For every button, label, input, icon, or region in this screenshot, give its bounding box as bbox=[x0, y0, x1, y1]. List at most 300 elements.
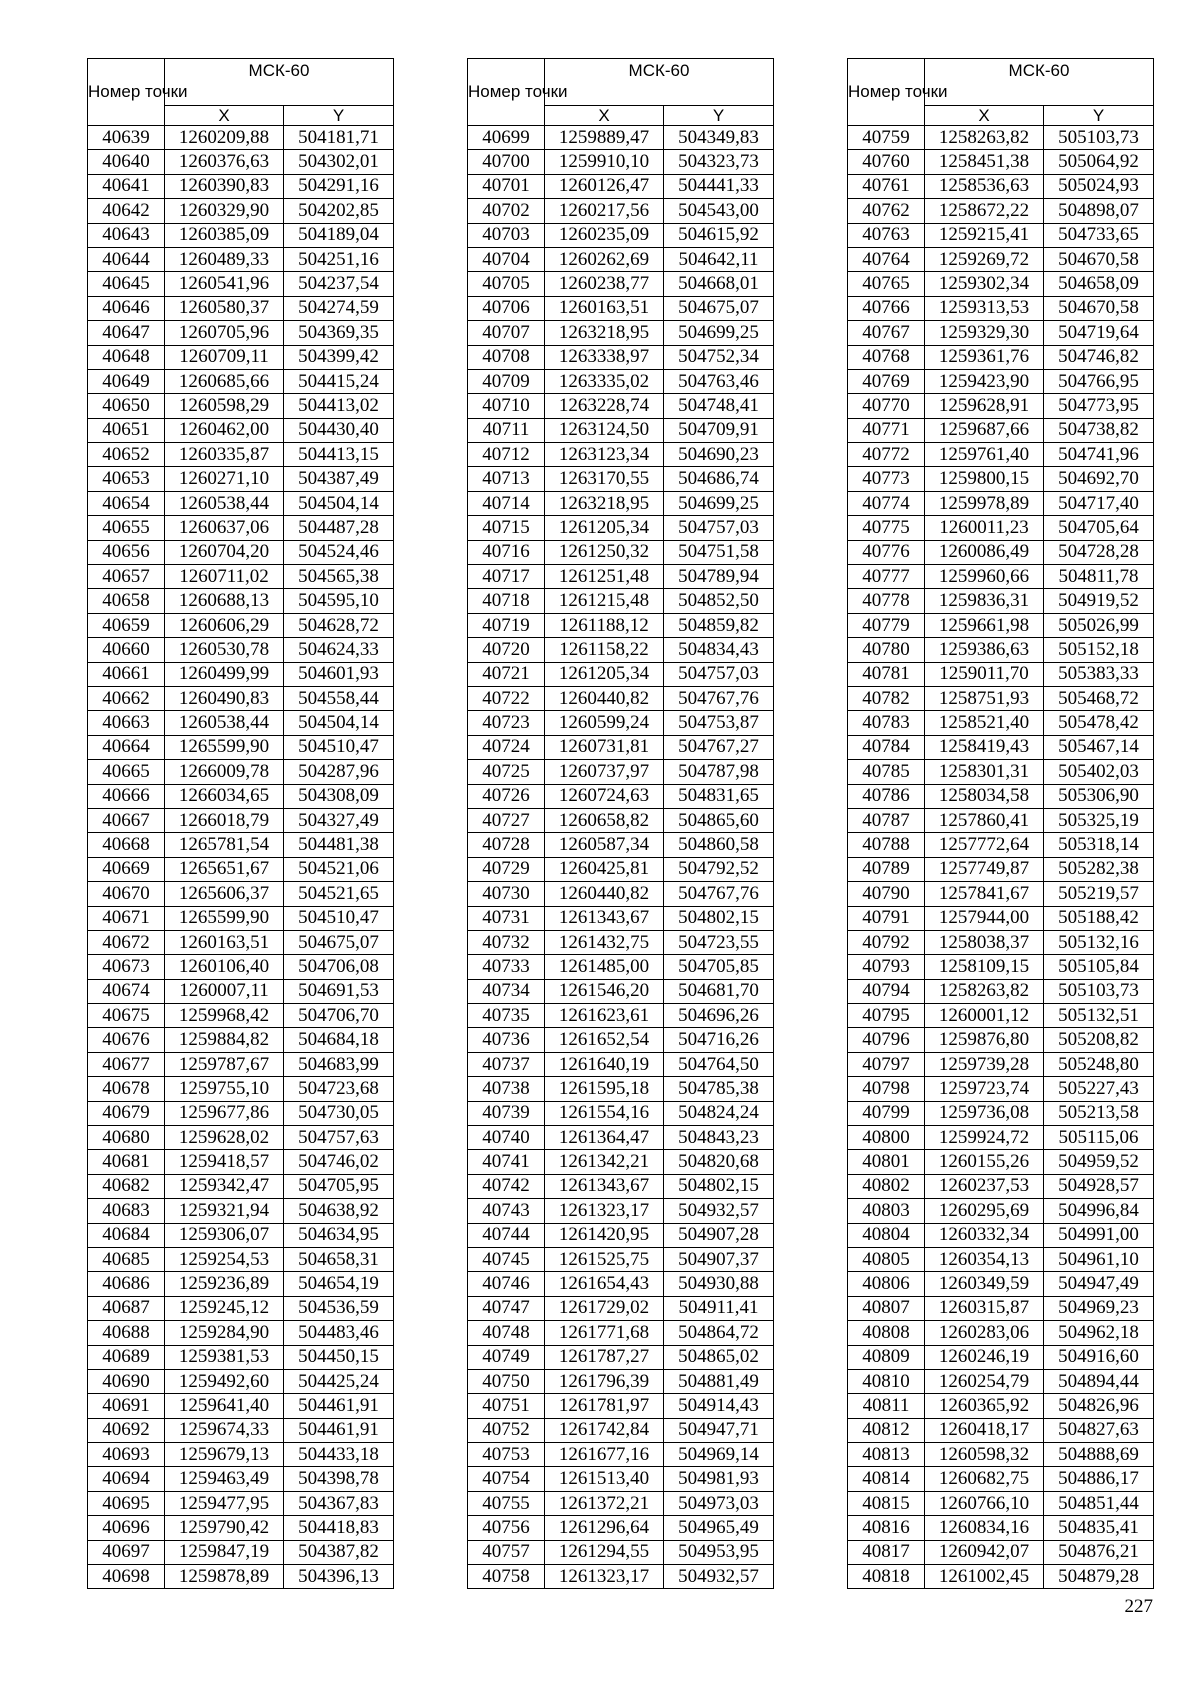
table-row bbox=[848, 540, 1154, 564]
y-coordinate-cell: 504733,65 bbox=[1044, 223, 1154, 247]
table-row bbox=[848, 808, 1154, 832]
x-coordinate-cell: 1260246,19 bbox=[925, 1345, 1044, 1369]
point-number-cell: 40749 bbox=[468, 1345, 545, 1369]
y-coordinate-cell: 504670,58 bbox=[1044, 296, 1154, 320]
point-number-cell: 40782 bbox=[848, 686, 925, 710]
point-number-cell: 40737 bbox=[468, 1052, 545, 1076]
point-number-cell: 40814 bbox=[848, 1467, 925, 1491]
point-number-cell: 40734 bbox=[468, 979, 545, 1003]
x-coordinate-cell: 1260709,11 bbox=[165, 345, 284, 369]
y-coordinate-cell: 504543,00 bbox=[664, 199, 774, 223]
y-coordinate-cell: 504624,33 bbox=[284, 638, 394, 662]
y-coordinate-cell: 504991,00 bbox=[1044, 1223, 1154, 1247]
point-number-cell: 40647 bbox=[88, 321, 165, 345]
table-row bbox=[468, 272, 774, 296]
point-number-cell: 40762 bbox=[848, 199, 925, 223]
point-number-cell: 40769 bbox=[848, 369, 925, 393]
x-coordinate-cell: 1259284,90 bbox=[165, 1321, 284, 1345]
point-number-cell: 40738 bbox=[468, 1077, 545, 1101]
x-coordinate-cell: 1261513,40 bbox=[545, 1467, 664, 1491]
x-coordinate-cell: 1258419,43 bbox=[925, 735, 1044, 759]
point-number-cell: 40675 bbox=[88, 1004, 165, 1028]
x-coordinate-cell: 1260376,63 bbox=[165, 150, 284, 174]
y-coordinate-cell: 504785,38 bbox=[664, 1077, 774, 1101]
x-coordinate-cell: 1260007,11 bbox=[165, 979, 284, 1003]
x-coordinate-cell: 1263335,02 bbox=[545, 369, 664, 393]
y-coordinate-cell: 504615,92 bbox=[664, 223, 774, 247]
x-coordinate-cell: 1261742,84 bbox=[545, 1418, 664, 1442]
x-coordinate-cell: 1260834,16 bbox=[925, 1516, 1044, 1540]
table-row bbox=[468, 1345, 774, 1369]
y-coordinate-cell: 504811,78 bbox=[1044, 565, 1154, 589]
x-coordinate-cell: 1259011,70 bbox=[925, 662, 1044, 686]
y-coordinate-cell: 504668,01 bbox=[664, 272, 774, 296]
point-number-cell: 40692 bbox=[88, 1418, 165, 1442]
point-number-cell: 40648 bbox=[88, 345, 165, 369]
x-coordinate-cell: 1263338,97 bbox=[545, 345, 664, 369]
y-coordinate-cell: 504932,57 bbox=[664, 1199, 774, 1223]
x-coordinate-cell: 1260724,63 bbox=[545, 784, 664, 808]
point-number-cell: 40712 bbox=[468, 443, 545, 467]
table-row bbox=[468, 1369, 774, 1393]
point-number-cell: 40789 bbox=[848, 857, 925, 881]
x-coordinate-cell: 1260606,29 bbox=[165, 613, 284, 637]
point-number-cell: 40763 bbox=[848, 223, 925, 247]
table-row bbox=[88, 443, 394, 467]
y-coordinate-cell: 504521,65 bbox=[284, 882, 394, 906]
y-coordinate-cell: 504642,11 bbox=[664, 247, 774, 271]
table-row bbox=[848, 1565, 1154, 1589]
x-coordinate-cell: 1258521,40 bbox=[925, 711, 1044, 735]
y-coordinate-cell: 504628,72 bbox=[284, 613, 394, 637]
point-number-cell: 40714 bbox=[468, 491, 545, 515]
y-coordinate-cell: 504415,24 bbox=[284, 369, 394, 393]
x-coordinate-cell: 1261525,75 bbox=[545, 1247, 664, 1271]
table-row bbox=[88, 247, 394, 271]
x-coordinate-cell: 1260001,12 bbox=[925, 1004, 1044, 1028]
table-row bbox=[88, 418, 394, 442]
y-coordinate-cell: 504413,15 bbox=[284, 443, 394, 467]
table-row bbox=[848, 174, 1154, 198]
table-row bbox=[848, 1321, 1154, 1345]
table-row bbox=[848, 199, 1154, 223]
x-coordinate-cell: 1261323,17 bbox=[545, 1565, 664, 1589]
y-coordinate-cell: 504323,73 bbox=[664, 150, 774, 174]
y-coordinate-cell: 504865,60 bbox=[664, 808, 774, 832]
y-coordinate-cell: 504751,58 bbox=[664, 540, 774, 564]
table-row bbox=[468, 784, 774, 808]
y-coordinate-cell: 504705,64 bbox=[1044, 516, 1154, 540]
y-coordinate-cell: 504399,42 bbox=[284, 345, 394, 369]
point-number-cell: 40708 bbox=[468, 345, 545, 369]
point-number-cell: 40728 bbox=[468, 833, 545, 857]
point-number-cell: 40791 bbox=[848, 906, 925, 930]
y-coordinate-cell: 504691,53 bbox=[284, 979, 394, 1003]
table-row bbox=[88, 1345, 394, 1369]
table-row bbox=[468, 1126, 774, 1150]
x-coordinate-cell: 1260011,23 bbox=[925, 516, 1044, 540]
x-coordinate-cell: 1260598,29 bbox=[165, 394, 284, 418]
y-coordinate-cell: 504757,03 bbox=[664, 516, 774, 540]
y-coordinate-cell: 504717,40 bbox=[1044, 491, 1154, 515]
point-number-cell: 40682 bbox=[88, 1174, 165, 1198]
x-coordinate-cell: 1261323,17 bbox=[545, 1199, 664, 1223]
x-coordinate-cell: 1260425,81 bbox=[545, 857, 664, 881]
y-coordinate-cell: 504433,18 bbox=[284, 1443, 394, 1467]
y-coordinate-cell: 504719,64 bbox=[1044, 321, 1154, 345]
table-row bbox=[468, 126, 774, 150]
table-row bbox=[468, 321, 774, 345]
y-coordinate-cell: 504699,25 bbox=[664, 321, 774, 345]
y-coordinate-cell: 504705,95 bbox=[284, 1174, 394, 1198]
table-row bbox=[468, 540, 774, 564]
x-coordinate-cell: 1260637,06 bbox=[165, 516, 284, 540]
table-row bbox=[468, 1516, 774, 1540]
x-coordinate-cell: 1259960,66 bbox=[925, 565, 1044, 589]
y-coordinate-cell: 504852,50 bbox=[664, 589, 774, 613]
point-number-cell: 40717 bbox=[468, 565, 545, 589]
y-header: Y bbox=[284, 106, 394, 126]
x-coordinate-cell: 1261420,95 bbox=[545, 1223, 664, 1247]
table-row bbox=[848, 955, 1154, 979]
x-coordinate-cell: 1260737,97 bbox=[545, 760, 664, 784]
table-row bbox=[848, 784, 1154, 808]
table-row bbox=[88, 979, 394, 1003]
y-coordinate-cell: 505132,16 bbox=[1044, 930, 1154, 954]
x-coordinate-cell: 1259215,41 bbox=[925, 223, 1044, 247]
y-coordinate-cell: 504746,02 bbox=[284, 1150, 394, 1174]
y-coordinate-cell: 504851,44 bbox=[1044, 1491, 1154, 1515]
table-row bbox=[468, 1321, 774, 1345]
y-coordinate-cell: 505152,18 bbox=[1044, 638, 1154, 662]
table-row bbox=[88, 955, 394, 979]
y-coordinate-cell: 504746,82 bbox=[1044, 345, 1154, 369]
y-coordinate-cell: 504834,43 bbox=[664, 638, 774, 662]
x-coordinate-cell: 1259884,82 bbox=[165, 1028, 284, 1052]
point-number-cell: 40800 bbox=[848, 1126, 925, 1150]
x-coordinate-cell: 1259321,94 bbox=[165, 1199, 284, 1223]
x-coordinate-cell: 1261640,19 bbox=[545, 1052, 664, 1076]
point-number-cell: 40732 bbox=[468, 930, 545, 954]
point-number-cell: 40715 bbox=[468, 516, 545, 540]
table-row bbox=[88, 1418, 394, 1442]
y-coordinate-cell: 504524,46 bbox=[284, 540, 394, 564]
table-row bbox=[468, 418, 774, 442]
table-row bbox=[848, 1126, 1154, 1150]
table-row bbox=[468, 760, 774, 784]
point-number-cell: 40760 bbox=[848, 150, 925, 174]
point-number-cell: 40802 bbox=[848, 1174, 925, 1198]
point-number-cell: 40685 bbox=[88, 1247, 165, 1271]
y-coordinate-cell: 505478,42 bbox=[1044, 711, 1154, 735]
x-coordinate-cell: 1259978,89 bbox=[925, 491, 1044, 515]
x-coordinate-cell: 1258263,82 bbox=[925, 979, 1044, 1003]
y-coordinate-cell: 505468,72 bbox=[1044, 686, 1154, 710]
point-number-cell: 40656 bbox=[88, 540, 165, 564]
table-row bbox=[88, 906, 394, 930]
x-coordinate-cell: 1259924,72 bbox=[925, 1126, 1044, 1150]
x-coordinate-cell: 1259761,40 bbox=[925, 443, 1044, 467]
table-row bbox=[468, 686, 774, 710]
y-coordinate-cell: 504767,76 bbox=[664, 686, 774, 710]
point-number-cell: 40750 bbox=[468, 1369, 545, 1393]
x-coordinate-cell: 1260538,44 bbox=[165, 711, 284, 735]
table-row bbox=[88, 735, 394, 759]
x-coordinate-cell: 1261781,97 bbox=[545, 1394, 664, 1418]
x-coordinate-cell: 1260499,99 bbox=[165, 662, 284, 686]
table-row bbox=[848, 906, 1154, 930]
point-number-cell: 40766 bbox=[848, 296, 925, 320]
table-row bbox=[848, 1418, 1154, 1442]
y-coordinate-cell: 504730,05 bbox=[284, 1101, 394, 1125]
point-number-cell: 40661 bbox=[88, 662, 165, 686]
x-coordinate-cell: 1260086,49 bbox=[925, 540, 1044, 564]
x-coordinate-cell: 1257860,41 bbox=[925, 808, 1044, 832]
table-row bbox=[848, 443, 1154, 467]
table-row bbox=[848, 1247, 1154, 1271]
y-coordinate-cell: 505227,43 bbox=[1044, 1077, 1154, 1101]
point-number-cell: 40687 bbox=[88, 1296, 165, 1320]
y-coordinate-cell: 504996,84 bbox=[1044, 1199, 1154, 1223]
point-number-cell: 40658 bbox=[88, 589, 165, 613]
y-coordinate-cell: 504831,65 bbox=[664, 784, 774, 808]
y-coordinate-cell: 504969,23 bbox=[1044, 1296, 1154, 1320]
x-coordinate-cell: 1260704,20 bbox=[165, 540, 284, 564]
x-coordinate-cell: 1261002,45 bbox=[925, 1565, 1044, 1589]
y-coordinate-cell: 504683,99 bbox=[284, 1052, 394, 1076]
y-coordinate-cell: 504291,16 bbox=[284, 174, 394, 198]
point-number-cell: 40807 bbox=[848, 1296, 925, 1320]
table-row bbox=[468, 711, 774, 735]
y-coordinate-cell: 504953,95 bbox=[664, 1540, 774, 1564]
point-number-cell: 40768 bbox=[848, 345, 925, 369]
x-coordinate-cell: 1260658,82 bbox=[545, 808, 664, 832]
table-row bbox=[88, 930, 394, 954]
table-row bbox=[848, 467, 1154, 491]
y-coordinate-cell: 504706,08 bbox=[284, 955, 394, 979]
x-coordinate-cell: 1259787,67 bbox=[165, 1052, 284, 1076]
point-number-cell: 40753 bbox=[468, 1443, 545, 1467]
point-number-cell: 40783 bbox=[848, 711, 925, 735]
table-row bbox=[848, 1272, 1154, 1296]
point-number-cell: 40778 bbox=[848, 589, 925, 613]
x-coordinate-cell: 1260349,59 bbox=[925, 1272, 1044, 1296]
x-coordinate-cell: 1259477,95 bbox=[165, 1491, 284, 1515]
point-number-cell: 40810 bbox=[848, 1369, 925, 1393]
y-coordinate-cell: 504565,38 bbox=[284, 565, 394, 589]
table-row bbox=[88, 296, 394, 320]
table-row bbox=[88, 1004, 394, 1028]
point-number-cell: 40669 bbox=[88, 857, 165, 881]
table-row bbox=[88, 272, 394, 296]
x-coordinate-cell: 1259723,74 bbox=[925, 1077, 1044, 1101]
y-coordinate-cell: 504876,21 bbox=[1044, 1540, 1154, 1564]
y-coordinate-cell: 504418,83 bbox=[284, 1516, 394, 1540]
x-coordinate-cell: 1258672,22 bbox=[925, 199, 1044, 223]
point-number-cell: 40755 bbox=[468, 1491, 545, 1515]
point-number-cell: 40709 bbox=[468, 369, 545, 393]
y-coordinate-cell: 504757,03 bbox=[664, 662, 774, 686]
table-row bbox=[848, 394, 1154, 418]
point-number-cell: 40664 bbox=[88, 735, 165, 759]
y-coordinate-cell: 504728,28 bbox=[1044, 540, 1154, 564]
table-row bbox=[468, 1077, 774, 1101]
table-row bbox=[468, 223, 774, 247]
table-row bbox=[848, 150, 1154, 174]
point-number-cell: 40788 bbox=[848, 833, 925, 857]
x-coordinate-cell: 1260530,78 bbox=[165, 638, 284, 662]
y-coordinate-cell: 504638,92 bbox=[284, 1199, 394, 1223]
point-number-cell: 40703 bbox=[468, 223, 545, 247]
point-number-cell: 40674 bbox=[88, 979, 165, 1003]
y-coordinate-cell: 504773,95 bbox=[1044, 394, 1154, 418]
x-coordinate-cell: 1259386,63 bbox=[925, 638, 1044, 662]
point-number-cell: 40723 bbox=[468, 711, 545, 735]
y-coordinate-cell: 504763,46 bbox=[664, 369, 774, 393]
x-coordinate-cell: 1258038,37 bbox=[925, 930, 1044, 954]
x-coordinate-cell: 1260490,83 bbox=[165, 686, 284, 710]
table-row bbox=[88, 686, 394, 710]
y-coordinate-cell: 505213,58 bbox=[1044, 1101, 1154, 1125]
point-number-cell: 40752 bbox=[468, 1418, 545, 1442]
point-number-cell: 40640 bbox=[88, 150, 165, 174]
x-coordinate-cell: 1260587,34 bbox=[545, 833, 664, 857]
point-number-cell: 40739 bbox=[468, 1101, 545, 1125]
x-coordinate-cell: 1261250,32 bbox=[545, 540, 664, 564]
point-number-cell: 40665 bbox=[88, 760, 165, 784]
table-row bbox=[848, 613, 1154, 637]
y-coordinate-cell: 504898,07 bbox=[1044, 199, 1154, 223]
y-coordinate-cell: 504654,19 bbox=[284, 1272, 394, 1296]
point-number-cell: 40706 bbox=[468, 296, 545, 320]
point-number-cell: 40813 bbox=[848, 1443, 925, 1467]
table-row bbox=[88, 662, 394, 686]
point-number-cell: 40811 bbox=[848, 1394, 925, 1418]
x-coordinate-cell: 1261372,21 bbox=[545, 1491, 664, 1515]
table-row bbox=[848, 1052, 1154, 1076]
table-row bbox=[468, 613, 774, 637]
point-number-cell: 40691 bbox=[88, 1394, 165, 1418]
x-coordinate-cell: 1260598,32 bbox=[925, 1443, 1044, 1467]
y-coordinate-cell: 504369,35 bbox=[284, 321, 394, 345]
y-coordinate-cell: 505248,80 bbox=[1044, 1052, 1154, 1076]
x-coordinate-cell: 1259628,91 bbox=[925, 394, 1044, 418]
table-row bbox=[848, 711, 1154, 735]
table-row bbox=[468, 1394, 774, 1418]
y-coordinate-cell: 504835,41 bbox=[1044, 1516, 1154, 1540]
table-row bbox=[468, 955, 774, 979]
table-row bbox=[88, 223, 394, 247]
y-coordinate-cell: 504601,93 bbox=[284, 662, 394, 686]
x-coordinate-cell: 1265781,54 bbox=[165, 833, 284, 857]
point-number-cell: 40694 bbox=[88, 1467, 165, 1491]
x-coordinate-cell: 1263170,55 bbox=[545, 467, 664, 491]
point-number-cell: 40744 bbox=[468, 1223, 545, 1247]
table-row bbox=[88, 1394, 394, 1418]
point-number-cell: 40663 bbox=[88, 711, 165, 735]
y-coordinate-cell: 504738,82 bbox=[1044, 418, 1154, 442]
x-coordinate-cell: 1261796,39 bbox=[545, 1369, 664, 1393]
y-coordinate-cell: 505115,06 bbox=[1044, 1126, 1154, 1150]
table-row bbox=[468, 199, 774, 223]
y-coordinate-cell: 505325,19 bbox=[1044, 808, 1154, 832]
y-coordinate-cell: 505208,82 bbox=[1044, 1028, 1154, 1052]
y-coordinate-cell: 504686,74 bbox=[664, 467, 774, 491]
y-coordinate-cell: 504510,47 bbox=[284, 906, 394, 930]
point-number-cell: 40784 bbox=[848, 735, 925, 759]
y-coordinate-cell: 504487,28 bbox=[284, 516, 394, 540]
table-row bbox=[848, 1345, 1154, 1369]
x-coordinate-cell: 1259423,90 bbox=[925, 369, 1044, 393]
y-coordinate-cell: 504961,10 bbox=[1044, 1247, 1154, 1271]
point-number-cell: 40680 bbox=[88, 1126, 165, 1150]
y-coordinate-cell: 504973,03 bbox=[664, 1491, 774, 1515]
table-row bbox=[88, 589, 394, 613]
y-coordinate-cell: 504504,14 bbox=[284, 491, 394, 515]
x-coordinate-cell: 1260390,83 bbox=[165, 174, 284, 198]
x-coordinate-cell: 1260731,81 bbox=[545, 735, 664, 759]
point-number-cell: 40699 bbox=[468, 126, 545, 150]
x-coordinate-cell: 1261343,67 bbox=[545, 1174, 664, 1198]
y-coordinate-cell: 504189,04 bbox=[284, 223, 394, 247]
x-coordinate-cell: 1259736,08 bbox=[925, 1101, 1044, 1125]
x-coordinate-cell: 1261729,02 bbox=[545, 1296, 664, 1320]
point-number-cell: 40642 bbox=[88, 199, 165, 223]
y-coordinate-cell: 504767,27 bbox=[664, 735, 774, 759]
table-row bbox=[468, 565, 774, 589]
y-coordinate-cell: 504886,17 bbox=[1044, 1467, 1154, 1491]
point-number-cell: 40650 bbox=[88, 394, 165, 418]
point-number-cell: 40777 bbox=[848, 565, 925, 589]
y-coordinate-cell: 504483,46 bbox=[284, 1321, 394, 1345]
table-row bbox=[468, 808, 774, 832]
y-coordinate-cell: 504308,09 bbox=[284, 784, 394, 808]
point-number-cell: 40676 bbox=[88, 1028, 165, 1052]
x-coordinate-cell: 1261677,16 bbox=[545, 1443, 664, 1467]
x-coordinate-cell: 1259739,28 bbox=[925, 1052, 1044, 1076]
y-coordinate-cell: 504202,85 bbox=[284, 199, 394, 223]
x-coordinate-cell: 1266009,78 bbox=[165, 760, 284, 784]
x-coordinate-cell: 1258451,38 bbox=[925, 150, 1044, 174]
y-coordinate-cell: 505064,92 bbox=[1044, 150, 1154, 174]
y-coordinate-cell: 504692,70 bbox=[1044, 467, 1154, 491]
point-number-cell: 40693 bbox=[88, 1443, 165, 1467]
table-row bbox=[468, 1565, 774, 1589]
table-row bbox=[88, 1369, 394, 1393]
x-coordinate-cell: 1258536,63 bbox=[925, 174, 1044, 198]
x-coordinate-cell: 1260440,82 bbox=[545, 882, 664, 906]
point-number-cell: 40681 bbox=[88, 1150, 165, 1174]
x-coordinate-cell: 1261205,34 bbox=[545, 662, 664, 686]
y-coordinate-cell: 505103,73 bbox=[1044, 126, 1154, 150]
y-coordinate-cell: 504481,38 bbox=[284, 833, 394, 857]
x-coordinate-cell: 1260711,02 bbox=[165, 565, 284, 589]
x-coordinate-cell: 1263228,74 bbox=[545, 394, 664, 418]
x-coordinate-cell: 1258034,58 bbox=[925, 784, 1044, 808]
table-row bbox=[468, 1272, 774, 1296]
y-coordinate-cell: 504658,31 bbox=[284, 1247, 394, 1271]
point-number-cell: 40649 bbox=[88, 369, 165, 393]
table-row bbox=[88, 1296, 394, 1320]
table-row bbox=[848, 321, 1154, 345]
x-coordinate-cell: 1261654,43 bbox=[545, 1272, 664, 1296]
x-coordinate-cell: 1261215,48 bbox=[545, 589, 664, 613]
x-coordinate-cell: 1260332,34 bbox=[925, 1223, 1044, 1247]
table-row bbox=[468, 638, 774, 662]
point-number-cell: 40679 bbox=[88, 1101, 165, 1125]
table-row bbox=[468, 833, 774, 857]
point-number-cell: 40741 bbox=[468, 1150, 545, 1174]
